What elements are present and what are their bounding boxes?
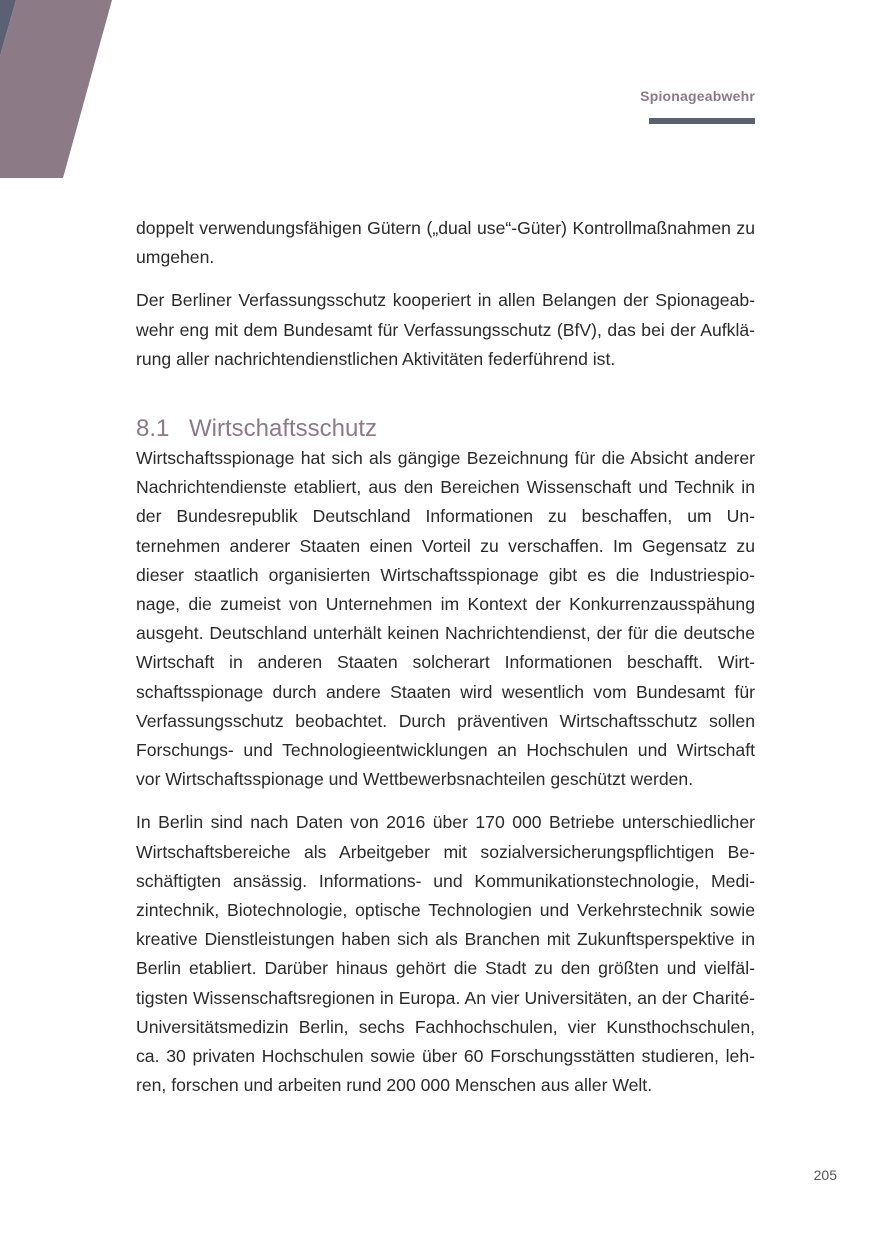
section-number: 8.1 [136, 415, 170, 443]
section-heading [136, 414, 755, 444]
page-body [136, 214, 755, 1100]
running-head-rule [649, 118, 755, 124]
corner-decoration [0, 0, 120, 180]
corner-mauve-band [0, 0, 112, 178]
running-head-title: Spionageabwehr [640, 88, 755, 104]
page-number: 205 [813, 1167, 837, 1183]
paragraph-intro-1: doppelt verwendungsfähigen Gütern („dual use“-Güter) Kontrollmaßnahmen zu umgehen. [136, 218, 755, 268]
section-title: Wirtschaftsschutz [189, 415, 378, 443]
paragraph-section-2: In Berlin sind nach Daten von 2016 über 170 000 Betriebe unterschiedlicher Wirtschaftsbereiche als Arbeitgeber mit sozialversicherungspflichtigen Beschäftigten ansässig. Informations- und Kommunikationstechnologie, Medizintechnik, Biotechnologie, optische Technologien und Verkehrstechnik sowie kreative Dienstleistungen haben sich als Branchen mit Zukunftsperspektive in Berlin etabliert. Darüber hinaus gehört die Stadt zu den größten und vielfältigsten Wissenschaftsregionen in Europa. An vier Universitäten, an der Charité-Universitätsmedizin Berlin, sechs Fachhochschulen, vier Kunsthochschulen, ca. 30 privaten Hochschulen sowie über 60 Forschungsstätten studieren, lehren, forschen und arbeiten rund 200 000 Menschen aus aller Welt. [136, 812, 755, 1096]
paragraph-intro-2: Der Berliner Verfassungsschutz kooperiert in allen Belangen der Spionageabwehr eng mit dem Bundesamt für Verfassungsschutz (BfV), das bei der Aufklärung aller nachrichtendienstlichen Aktivitäten federführend ist. [136, 290, 755, 369]
paragraph-section-1: Wirtschaftsspionage hat sich als gängige Bezeichnung für die Absicht anderer Nachrichtendienste etabliert, aus den Bereichen Wissenschaft und Technik in der Bundesrepublik Deutschland Informationen zu beschaffen, um Unternehmen anderer Staaten einen Vorteil zu verschaffen. Im Gegensatz zu dieser staatlich organisierten Wirtschaftsspionage gibt es die Industriespionage, die zumeist von Unternehmen im Kontext der Konkurrenzausspähung ausgeht. Deutschland unterhält keinen Nachrichtendienst, der für die deutsche Wirtschaft in anderen Staaten solcherart Informationen beschafft. Wirtschaftsspionage durch andere Staaten wird wesentlich vom Bundesamt für Verfassungsschutz beobachtet. Durch präventiven Wirtschaftsschutz sollen Forschungs- und Technologieentwicklungen an Hochschulen und Wirtschaft vor Wirtschaftsspionage und Wettbewerbsnachteilen geschützt werden. [136, 448, 755, 790]
